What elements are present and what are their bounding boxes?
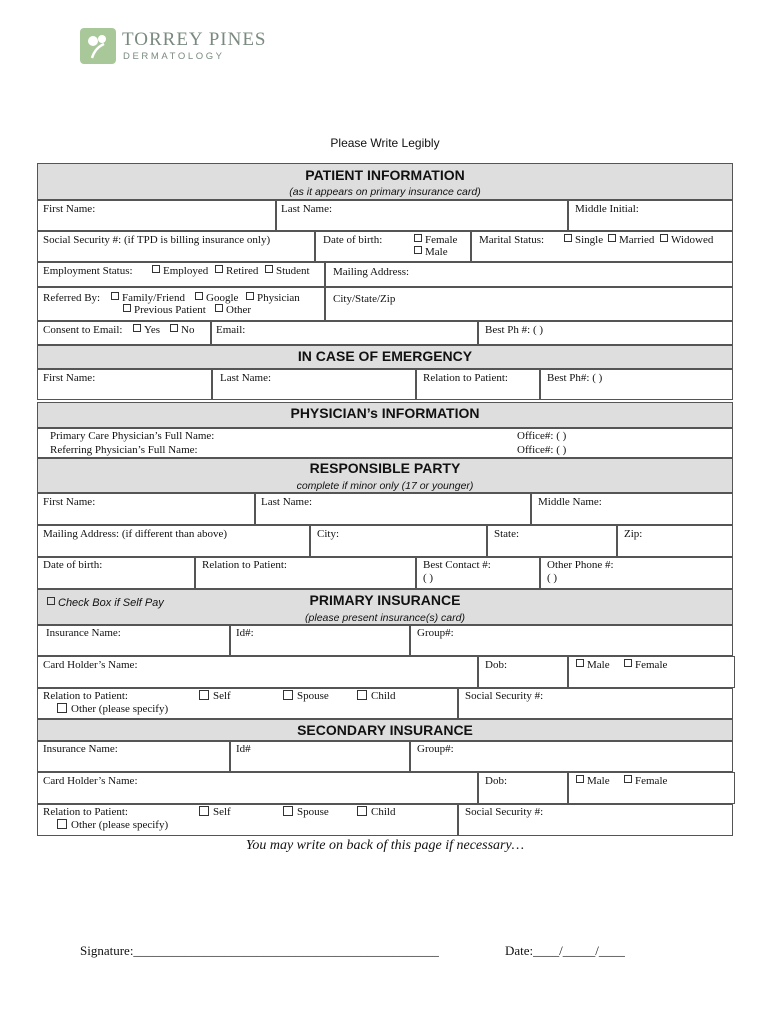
option-label: Employed xyxy=(163,265,209,277)
signature-line[interactable]: Signature:_______________________________________________ xyxy=(80,943,439,958)
option-label: Married xyxy=(619,234,655,246)
secondary-group-field[interactable] xyxy=(410,741,733,772)
primary-id-field[interactable] xyxy=(230,625,410,656)
phone-paren: ( ) xyxy=(547,572,558,584)
checkbox-icon[interactable] xyxy=(123,304,131,312)
checkbox-icon[interactable] xyxy=(357,690,367,700)
responsible-middle-name-field[interactable] xyxy=(531,493,733,525)
checkbox-icon[interactable] xyxy=(170,324,178,332)
field-label: Last Name: xyxy=(261,496,313,508)
checkbox-icon[interactable] xyxy=(246,292,254,300)
patient-marital-status-field xyxy=(471,231,733,262)
secondary-insurance-title: SECONDARY INSURANCE xyxy=(297,722,473,738)
checkbox-icon[interactable] xyxy=(660,234,668,242)
option-label: Male xyxy=(425,246,448,258)
primary-male-option[interactable] xyxy=(576,659,610,671)
secondary-insurance-name-field[interactable] xyxy=(37,741,230,772)
marital-widowed-option[interactable] xyxy=(660,234,713,246)
option-label: Female xyxy=(425,234,458,246)
field-label: Group#: xyxy=(417,627,454,639)
responsible-dob-field[interactable] xyxy=(37,557,195,589)
option-label: Retired xyxy=(226,265,259,277)
field-label: Relation to Patient: xyxy=(43,806,128,818)
option-label: Google xyxy=(206,292,239,304)
checkbox-icon[interactable] xyxy=(265,265,273,273)
secondary-card-holder-field[interactable] xyxy=(37,772,478,804)
option-label: Other (please specify) xyxy=(71,703,169,715)
primary-child-option[interactable] xyxy=(357,690,395,702)
primary-dob-field[interactable] xyxy=(478,656,568,688)
field-label: City: xyxy=(317,528,340,540)
field-label: Best Ph #: ( ) xyxy=(485,324,544,336)
emergency-title: IN CASE OF EMERGENCY xyxy=(297,348,473,364)
option-label: Female xyxy=(635,659,668,671)
responsible-party-header xyxy=(37,458,733,493)
field-label: Marital Status: xyxy=(479,234,545,246)
patient-consent-email-field xyxy=(37,321,211,345)
responsible-mailing-field[interactable] xyxy=(37,525,310,557)
checkbox-icon[interactable] xyxy=(57,819,67,829)
option-label: Previous Patient xyxy=(134,304,206,316)
patient-ssn-field[interactable] xyxy=(37,231,315,262)
primary-female-option[interactable] xyxy=(624,659,667,671)
secondary-other-option[interactable] xyxy=(57,819,168,831)
checkbox-icon[interactable] xyxy=(199,806,209,816)
employment-retired-option[interactable] xyxy=(215,265,258,277)
option-label: Child xyxy=(371,690,396,702)
field-label: Relation to Patient: xyxy=(423,372,508,384)
physician-header xyxy=(37,402,733,428)
patient-city-state-zip-field[interactable] xyxy=(325,287,733,321)
field-label: First Name: xyxy=(43,496,96,508)
primary-gender-field xyxy=(568,656,735,688)
checkbox-icon[interactable] xyxy=(414,234,422,242)
option-label: No xyxy=(181,324,195,336)
option-label: Other (please specify) xyxy=(71,819,169,831)
field-label: Relation to Patient: xyxy=(43,690,128,702)
field-label: Card Holder’s Name: xyxy=(43,775,138,787)
primary-spouse-option[interactable] xyxy=(283,690,329,702)
secondary-relation-field xyxy=(37,804,458,836)
checkbox-icon[interactable] xyxy=(195,292,203,300)
primary-ssn-field[interactable] xyxy=(458,688,733,719)
checkbox-icon[interactable] xyxy=(357,806,367,816)
patient-referred-by-field xyxy=(37,287,325,321)
responsible-state-field[interactable] xyxy=(487,525,617,557)
primary-insurance-header xyxy=(37,589,733,625)
patient-first-name-field[interactable] xyxy=(37,200,276,231)
primary-card-holder-field[interactable] xyxy=(37,656,478,688)
field-label: Social Security #: xyxy=(465,690,544,702)
primary-other-option[interactable] xyxy=(57,703,168,715)
patient-info-subtitle: (as it appears on primary insurance card) xyxy=(289,186,481,198)
checkbox-icon[interactable] xyxy=(576,659,584,667)
option-label: Single xyxy=(575,234,604,246)
field-label: Consent to Email: xyxy=(43,324,123,336)
secondary-ssn-field[interactable] xyxy=(458,804,733,836)
field-label: First Name: xyxy=(43,372,96,384)
pcp-name-label: Primary Care Physician’s Full Name: xyxy=(50,430,215,442)
checkbox-icon[interactable] xyxy=(57,703,67,713)
referral-physician-option[interactable] xyxy=(246,292,300,304)
option-label: Other xyxy=(226,304,252,316)
primary-insurance-title: PRIMARY INSURANCE xyxy=(309,592,461,608)
field-label: Last Name: xyxy=(220,372,272,384)
field-label: State: xyxy=(494,528,520,540)
option-label: Self xyxy=(213,690,231,702)
secondary-female-option[interactable] xyxy=(624,775,667,787)
referral-google-option[interactable] xyxy=(195,292,238,304)
option-label: Spouse xyxy=(297,690,329,702)
primary-group-field[interactable] xyxy=(410,625,733,656)
clinic-logo xyxy=(80,28,267,68)
option-label: Check Box if Self Pay xyxy=(58,597,164,609)
physician-title: PHYSICIAN’s INFORMATION xyxy=(290,405,480,421)
patient-best-phone-field[interactable] xyxy=(478,321,733,345)
checkbox-icon[interactable] xyxy=(152,265,160,273)
emergency-header xyxy=(37,345,733,369)
option-label: Female xyxy=(635,775,668,787)
responsible-party-title: RESPONSIBLE PARTY xyxy=(309,460,461,476)
secondary-id-field[interactable] xyxy=(230,741,410,772)
field-label: Dob: xyxy=(485,775,507,787)
primary-insurance-name-field[interactable] xyxy=(37,625,230,656)
patient-middle-initial-field[interactable] xyxy=(568,200,733,231)
field-label: Date of birth: xyxy=(323,234,383,246)
field-label: Relation to Patient: xyxy=(202,559,287,571)
option-label: Family/Friend xyxy=(122,292,185,304)
responsible-city-field[interactable] xyxy=(310,525,487,557)
field-label: Zip: xyxy=(624,528,643,540)
option-label: Spouse xyxy=(297,806,329,818)
write-legibly-note: Please Write Legibly xyxy=(330,136,440,150)
primary-self-option[interactable] xyxy=(199,690,231,702)
field-label: Insurance Name: xyxy=(43,743,118,755)
marital-married-option[interactable] xyxy=(608,234,654,246)
checkbox-icon[interactable] xyxy=(564,234,572,242)
field-label: Middle Name: xyxy=(538,496,602,508)
logo-subtitle: DERMATOLOGY xyxy=(123,51,225,62)
field-label: Middle Initial: xyxy=(575,203,639,215)
consent-no-option[interactable] xyxy=(170,324,194,336)
option-label: Yes xyxy=(144,324,161,336)
referring-physician-label: Referring Physician’s Full Name: xyxy=(50,444,198,456)
primary-insurance-subtitle: (please present insurance(s) card) xyxy=(305,612,465,624)
pcp-office-phone-label: Office#: ( ) xyxy=(517,430,567,442)
secondary-spouse-option[interactable] xyxy=(283,806,329,818)
gender-male-option[interactable] xyxy=(414,246,448,258)
marital-single-option[interactable] xyxy=(564,234,603,246)
field-label: Dob: xyxy=(485,659,507,671)
phone-paren: ( ) xyxy=(423,572,434,584)
checkbox-icon[interactable] xyxy=(133,324,141,332)
field-label: Social Security #: (if TPD is billing insurance only) xyxy=(43,234,271,246)
checkbox-icon[interactable] xyxy=(215,304,223,312)
write-on-back-note: You may write on back of this page if necessary… xyxy=(245,838,525,853)
date-line[interactable]: Date:____/_____/____ xyxy=(505,943,625,958)
field-label: Other Phone #: xyxy=(547,559,614,571)
field-label: Id# xyxy=(236,743,251,755)
physician-info-block xyxy=(37,428,733,458)
field-label: Referred By: xyxy=(43,292,101,304)
field-label: Group#: xyxy=(417,743,454,755)
leaf-icon xyxy=(80,28,116,64)
checkbox-icon[interactable] xyxy=(624,659,632,667)
field-label: Best Contact #: xyxy=(423,559,491,571)
field-label: Date of birth: xyxy=(43,559,103,571)
referral-family-option[interactable] xyxy=(111,292,185,304)
option-label: Self xyxy=(213,806,231,818)
checkbox-icon[interactable] xyxy=(215,265,223,273)
primary-relation-field xyxy=(37,688,458,719)
secondary-child-option[interactable] xyxy=(357,806,395,818)
employment-student-option[interactable] xyxy=(265,265,310,277)
checkbox-icon[interactable] xyxy=(283,690,293,700)
field-label: Mailing Address: (if different than above) xyxy=(43,528,227,540)
checkbox-icon[interactable] xyxy=(414,246,422,254)
secondary-self-option[interactable] xyxy=(199,806,231,818)
patient-info-title: PATIENT INFORMATION xyxy=(305,167,465,183)
secondary-gender-field xyxy=(568,772,735,804)
emergency-last-name-field[interactable] xyxy=(212,369,416,400)
option-label: Physician xyxy=(257,292,300,304)
logo-name: TORREY PINES xyxy=(122,29,267,50)
emergency-first-name-field[interactable] xyxy=(37,369,212,400)
responsible-relation-field[interactable] xyxy=(195,557,416,589)
field-label: City/State/Zip xyxy=(333,293,396,305)
checkbox-icon[interactable] xyxy=(283,806,293,816)
referral-other-option[interactable] xyxy=(215,304,251,316)
gender-female-option[interactable] xyxy=(414,234,457,246)
field-label: Card Holder’s Name: xyxy=(43,659,138,671)
referring-office-phone-label: Office#: ( ) xyxy=(517,444,567,456)
secondary-insurance-header xyxy=(37,719,733,741)
field-label: First Name: xyxy=(43,203,96,215)
patient-info-header xyxy=(37,163,733,200)
option-label: Student xyxy=(276,265,310,277)
responsible-party-subtitle: complete if minor only (17 or younger) xyxy=(296,480,474,492)
responsible-zip-field[interactable] xyxy=(617,525,733,557)
field-label: Email: xyxy=(216,324,246,336)
patient-last-name-field[interactable] xyxy=(276,200,568,231)
responsible-first-name-field[interactable] xyxy=(37,493,255,525)
field-label: Id#: xyxy=(236,627,254,639)
employment-employed-option[interactable] xyxy=(152,265,208,277)
patient-email-field[interactable] xyxy=(211,321,478,345)
field-label: Best Ph#: ( ) xyxy=(547,372,603,384)
responsible-best-contact-field[interactable] xyxy=(416,557,540,589)
option-label: Male xyxy=(587,775,610,787)
patient-dob-field[interactable] xyxy=(315,231,471,262)
secondary-dob-field[interactable] xyxy=(478,772,568,804)
referral-previous-patient-option[interactable] xyxy=(123,304,206,316)
emergency-best-phone-field[interactable] xyxy=(540,369,733,400)
emergency-relation-field[interactable] xyxy=(416,369,540,400)
checkbox-icon[interactable] xyxy=(199,690,209,700)
option-label: Child xyxy=(371,806,396,818)
option-label: Widowed xyxy=(671,234,714,246)
checkbox-icon[interactable] xyxy=(624,775,632,783)
field-label: Insurance Name: xyxy=(46,627,121,639)
checkbox-icon[interactable] xyxy=(576,775,584,783)
responsible-other-phone-field[interactable] xyxy=(540,557,733,589)
checkbox-icon[interactable] xyxy=(608,234,616,242)
checkbox-icon[interactable] xyxy=(111,292,119,300)
responsible-last-name-field[interactable] xyxy=(255,493,531,525)
patient-employment-field xyxy=(37,262,325,287)
secondary-male-option[interactable] xyxy=(576,775,610,787)
patient-mailing-address-field[interactable] xyxy=(325,262,733,287)
field-label: Employment Status: xyxy=(43,265,133,277)
field-label: Mailing Address: xyxy=(333,266,410,278)
consent-yes-option[interactable] xyxy=(133,324,160,336)
field-label: Social Security #: xyxy=(465,806,544,818)
option-label: Male xyxy=(587,659,610,671)
field-label: Last Name: xyxy=(281,203,333,215)
